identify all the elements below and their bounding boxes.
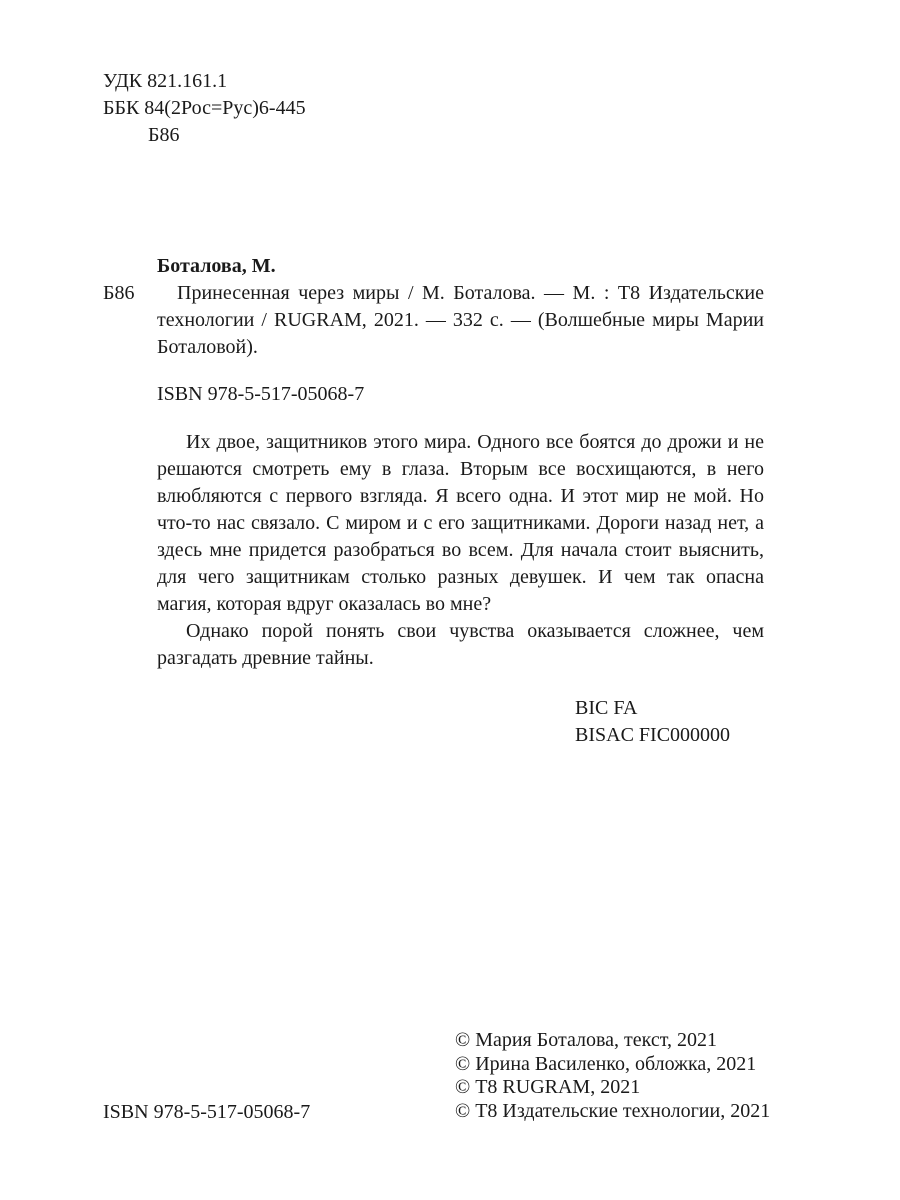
annotation-paragraph: Однако порой понять свои чувства оказывается сложнее, чем разгадать древние тайны. [157,620,764,669]
copyright-line: © Ирина Василенко, обложка, 2021 [455,1052,757,1075]
classification-codes [103,68,306,149]
annotation [157,429,764,672]
copyright-block [455,1029,770,1123]
annotation-paragraph: Их двое, защитников этого мира. Одного все боятся до дрожи и не решаются смотреть ему в глаза. Вторым все восхищаются, в него влюбляются с первого взгляда. Я всего одна. И этот мир не мой. Но что-то нас связало. С миром и с его защитниками. Дороги назад нет, а здесь мне придется разобраться во всем. Для начала стоит выяснить, для чего защитникам столько разных девушек. И чем так опасна магия, которая вдруг оказалась во мне? [157,431,764,615]
bic-code: BIC FA [575,697,638,719]
subject-codes [575,695,730,749]
udk-code: УДК 821.161.1 [103,70,228,92]
author-mark-marker: Б86 [103,282,135,304]
isbn: ISBN 978-5-517-05068-7 [157,383,365,405]
bisac-code: BISAC FIC000000 [575,724,731,746]
copyright-line: © Т8 RUGRAM, 2021 [455,1076,641,1098]
copyright-line: © Мария Боталова, текст, 2021 [455,1029,718,1051]
bbk-code: ББК 84(2Рос=Рус)6-445 [103,97,306,119]
copyright-line: © Т8 Издательские технологии, 2021 [455,1099,771,1122]
author-mark: Б86 [148,124,180,146]
bibliographic-description: Принесенная через миры / М. Боталова. — М. : Т8 Издательские технологии / RUGRAM, 2021. — 332 с. — (Волшебные миры Марии Боталовой). [157,282,764,358]
author-heading: Боталова, М. [157,255,276,277]
footer-isbn: ISBN 978-5-517-05068-7 [103,1101,311,1123]
